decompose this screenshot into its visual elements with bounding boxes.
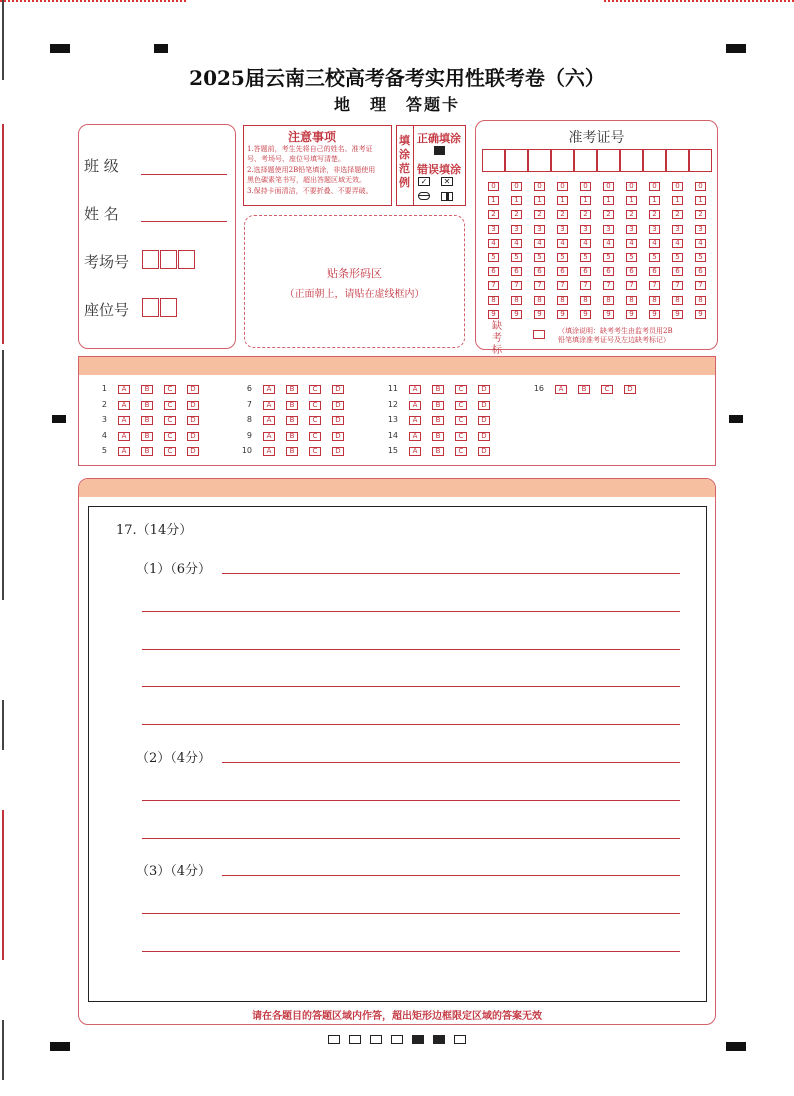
option-bubble[interactable]: B: [432, 385, 444, 394]
admission-digit-bubble[interactable]: 4: [511, 239, 522, 248]
admission-digit-bubble[interactable]: 0: [557, 182, 568, 191]
answer-line[interactable]: [142, 838, 680, 839]
notice-line: 黑色碳素笔书写，超出答题区域无效。: [247, 176, 366, 184]
admission-digit-bubble[interactable]: 3: [557, 225, 568, 234]
option-bubble[interactable]: A: [263, 432, 275, 441]
admission-digit-bubble[interactable]: 7: [603, 281, 614, 290]
question-number: 12: [387, 399, 398, 409]
admission-digit-bubble[interactable]: 6: [534, 267, 545, 276]
option-bubble[interactable]: C: [309, 401, 321, 410]
option-bubble[interactable]: D: [332, 401, 344, 410]
option-bubble[interactable]: A: [118, 416, 130, 425]
admission-digit-bubble[interactable]: 3: [488, 225, 499, 234]
admission-digit-bubble[interactable]: 0: [649, 182, 660, 191]
admission-digit-bubble[interactable]: 5: [695, 253, 706, 262]
option-bubble[interactable]: D: [478, 385, 490, 394]
admission-digit-bubble[interactable]: 0: [488, 182, 499, 191]
option-bubble[interactable]: D: [332, 432, 344, 441]
edge-mark: [2, 350, 4, 600]
admission-digit-bubble[interactable]: 9: [534, 310, 545, 319]
admission-digit-bubble[interactable]: 8: [672, 296, 683, 305]
question-number: 6: [246, 384, 252, 393]
absent-note: 铅笔填涂准考证号及左边缺考标记）: [558, 336, 670, 344]
question-number: 9: [246, 430, 252, 440]
admission-digit-bubble[interactable]: 4: [488, 239, 499, 248]
admission-digit-bubble[interactable]: 9: [580, 310, 591, 319]
admission-digit-bubble[interactable]: 2: [511, 210, 522, 219]
notice-box: [243, 125, 392, 206]
question-number: 10: [241, 446, 252, 455]
option-bubble[interactable]: C: [455, 447, 467, 456]
admission-digit-bubble[interactable]: 4: [649, 239, 660, 248]
option-bubble[interactable]: A: [118, 447, 130, 456]
option-bubble[interactable]: A: [263, 447, 275, 456]
option-bubble[interactable]: A: [118, 385, 130, 394]
admission-digit-cell[interactable]: [528, 149, 551, 172]
admission-digit-bubble[interactable]: 7: [695, 281, 706, 290]
admission-digit-bubble[interactable]: 7: [580, 281, 591, 290]
admission-digit-bubble[interactable]: 6: [672, 267, 683, 276]
option-bubble[interactable]: B: [432, 432, 444, 441]
option-bubble[interactable]: D: [624, 385, 636, 394]
admission-digit-bubble[interactable]: 9: [557, 310, 568, 319]
barcode-label: 贴条形码区: [327, 267, 382, 280]
option-bubble[interactable]: B: [286, 432, 298, 441]
question-number: 14: [387, 430, 398, 440]
admission-digit-cell[interactable]: [643, 149, 666, 172]
admission-digit-bubble[interactable]: 1: [580, 196, 591, 205]
name-label: 姓 名: [84, 205, 119, 223]
choice-header-band: [79, 357, 715, 375]
room-digit-box[interactable]: [142, 250, 159, 269]
timing-mark: [50, 1042, 70, 1051]
admission-digit-bubble[interactable]: 8: [488, 296, 499, 305]
wrong-fill-circle-icon: [418, 192, 430, 200]
admission-digit-bubble[interactable]: 1: [672, 196, 683, 205]
seat-digit-box[interactable]: [160, 298, 177, 317]
admission-digit-bubble[interactable]: 3: [534, 225, 545, 234]
notice-line: 3.保持卡面清洁，不要折叠、不要弄破。: [247, 187, 373, 195]
admission-digit-bubble[interactable]: 1: [488, 196, 499, 205]
admission-digit-bubble[interactable]: 9: [511, 310, 522, 319]
footer-warning: 请在各题目的答题区域内作答，超出矩形边框限定区域的答案无效: [252, 1011, 542, 1022]
admission-digit-bubble[interactable]: 0: [672, 182, 683, 191]
option-bubble[interactable]: C: [164, 401, 176, 410]
page-indicator-filled: [433, 1035, 445, 1044]
admission-digit-cell[interactable]: [597, 149, 620, 172]
option-bubble[interactable]: D: [332, 416, 344, 425]
option-bubble[interactable]: B: [286, 447, 298, 456]
option-bubble[interactable]: B: [141, 416, 153, 425]
option-bubble[interactable]: D: [478, 447, 490, 456]
option-bubble[interactable]: B: [432, 447, 444, 456]
admission-digit-bubble[interactable]: 3: [626, 225, 637, 234]
admission-digit-bubble[interactable]: 6: [603, 267, 614, 276]
admission-digit-cell[interactable]: [666, 149, 689, 172]
notice-title: 注意事项: [288, 130, 337, 144]
admission-digit-cell[interactable]: [482, 149, 505, 172]
absent-note: （填涂说明：缺考考生由监考员用2B: [558, 327, 673, 335]
admission-digit-bubble[interactable]: 8: [626, 296, 637, 305]
absent-label: 缺考标: [492, 321, 502, 356]
admission-digit-bubble[interactable]: 2: [580, 210, 591, 219]
admission-digit-bubble[interactable]: 1: [649, 196, 660, 205]
option-bubble[interactable]: A: [409, 432, 421, 441]
option-bubble[interactable]: B: [578, 385, 590, 394]
admission-digit-bubble[interactable]: 8: [511, 296, 522, 305]
edge-mark: [2, 1020, 4, 1080]
option-bubble[interactable]: C: [309, 447, 321, 456]
option-bubble[interactable]: D: [187, 416, 199, 425]
admission-digit-bubble[interactable]: 8: [649, 296, 660, 305]
option-bubble[interactable]: A: [409, 447, 421, 456]
choice-section: [78, 356, 716, 466]
top-dotted-line-right: [604, 0, 794, 2]
question-number: 15: [387, 446, 398, 455]
option-bubble[interactable]: D: [187, 447, 199, 456]
class-field[interactable]: [141, 174, 227, 175]
absent-bubble[interactable]: [533, 330, 545, 339]
option-bubble[interactable]: C: [309, 432, 321, 441]
option-bubble[interactable]: C: [455, 416, 467, 425]
name-field[interactable]: [141, 221, 227, 222]
admission-digit-cell[interactable]: [551, 149, 574, 172]
edge-mark: [2, 700, 4, 750]
admission-digit-bubble[interactable]: 2: [672, 210, 683, 219]
admission-digit-bubble[interactable]: 1: [511, 196, 522, 205]
question-17-label: 17.（14分）: [116, 523, 193, 538]
admission-digit-bubble[interactable]: 6: [695, 267, 706, 276]
notice-line: 号、考场号、座位号填写清楚。: [247, 155, 345, 163]
fill-example-box: [396, 125, 466, 206]
option-bubble[interactable]: D: [478, 432, 490, 441]
wrong-fill-cross-icon: ✕: [441, 177, 453, 186]
answer-line[interactable]: [142, 951, 680, 952]
admission-digit-bubble[interactable]: 5: [626, 253, 637, 262]
room-digit-box[interactable]: [160, 250, 177, 269]
admission-digit-bubble[interactable]: 8: [557, 296, 568, 305]
admission-digit-bubble[interactable]: 4: [557, 239, 568, 248]
question-number: 8: [246, 415, 252, 424]
admission-digit-bubble[interactable]: 3: [580, 225, 591, 234]
admission-digit-bubble[interactable]: 1: [603, 196, 614, 205]
option-bubble[interactable]: C: [455, 401, 467, 410]
timing-mark: [52, 415, 66, 423]
part-1-label: （1）（6分）: [136, 562, 212, 577]
answer-line[interactable]: [142, 686, 680, 687]
room-label: 考场号: [84, 253, 130, 271]
option-bubble[interactable]: A: [118, 401, 130, 410]
admission-digit-bubble[interactable]: 7: [626, 281, 637, 290]
top-dotted-line-left: [0, 0, 186, 2]
admission-digit-bubble[interactable]: 7: [672, 281, 683, 290]
answer-line[interactable]: [142, 724, 680, 725]
option-bubble[interactable]: D: [332, 447, 344, 456]
admission-digit-bubble[interactable]: 1: [534, 196, 545, 205]
admission-box: [475, 120, 718, 356]
page-subtitle: 地 理 答题卡: [333, 95, 460, 114]
admission-digit-bubble[interactable]: 9: [695, 310, 706, 319]
answer-line[interactable]: [142, 611, 680, 612]
question-number: 3: [101, 415, 107, 424]
page-indicator-empty: [454, 1035, 466, 1044]
page-indicator-filled: [412, 1035, 424, 1044]
correct-fill-label: 正确填涂: [417, 132, 461, 145]
option-bubble[interactable]: A: [263, 385, 275, 394]
admission-digit-bubble[interactable]: 9: [603, 310, 614, 319]
option-bubble[interactable]: C: [601, 385, 613, 394]
correct-fill-sample: [434, 146, 445, 155]
admission-digit-bubble[interactable]: 4: [603, 239, 614, 248]
barcode-area[interactable]: [244, 215, 465, 348]
option-bubble[interactable]: C: [164, 385, 176, 394]
wrong-fill-dash-icon: [418, 195, 430, 196]
admission-digit-bubble[interactable]: 5: [511, 253, 522, 262]
question-number: 16: [533, 384, 544, 393]
admission-title: 准考证号: [568, 130, 625, 146]
admission-digit-cell[interactable]: [620, 149, 643, 172]
admission-digit-bubble[interactable]: 5: [488, 253, 499, 262]
part-3-label: （3）（4分）: [136, 864, 212, 879]
timing-mark: [50, 44, 70, 53]
page-indicator-empty: [349, 1035, 361, 1044]
option-bubble[interactable]: B: [432, 416, 444, 425]
admission-digit-bubble[interactable]: 5: [557, 253, 568, 262]
option-bubble[interactable]: B: [432, 401, 444, 410]
question-number: 1: [101, 384, 107, 393]
option-bubble[interactable]: B: [286, 385, 298, 394]
admission-digit-bubble[interactable]: 6: [649, 267, 660, 276]
answer-line[interactable]: [142, 649, 680, 650]
answer-line[interactable]: [222, 573, 680, 574]
option-bubble[interactable]: C: [309, 385, 321, 394]
question-number: 5: [101, 446, 107, 455]
admission-digit-bubble[interactable]: 5: [534, 253, 545, 262]
page-title: 2025届云南三校高考备考实用性联考卷（六）: [189, 66, 605, 90]
question-number: 13: [387, 415, 398, 424]
wrong-fill-check-icon: ✓: [418, 177, 430, 186]
admission-digit-bubble[interactable]: 7: [511, 281, 522, 290]
answer-line[interactable]: [222, 762, 680, 763]
option-bubble[interactable]: D: [478, 401, 490, 410]
question-number: 2: [101, 399, 107, 409]
timing-mark: [726, 1042, 746, 1051]
admission-digit-bubble[interactable]: 8: [603, 296, 614, 305]
option-bubble[interactable]: A: [409, 385, 421, 394]
divider: [413, 126, 414, 205]
option-bubble[interactable]: C: [455, 385, 467, 394]
option-bubble[interactable]: D: [332, 385, 344, 394]
question-number: 7: [246, 399, 252, 409]
admission-digit-cell[interactable]: [574, 149, 597, 172]
option-bubble[interactable]: C: [164, 416, 176, 425]
admission-digit-bubble[interactable]: 7: [557, 281, 568, 290]
admission-digit-bubble[interactable]: 5: [580, 253, 591, 262]
option-bubble[interactable]: A: [409, 416, 421, 425]
admission-digit-bubble[interactable]: 0: [695, 182, 706, 191]
admission-digit-bubble[interactable]: 0: [511, 182, 522, 191]
admission-digit-cell[interactable]: [689, 149, 712, 172]
option-bubble[interactable]: B: [286, 401, 298, 410]
class-label: 班 级: [84, 157, 119, 175]
option-bubble[interactable]: B: [141, 385, 153, 394]
admission-digit-bubble[interactable]: 9: [626, 310, 637, 319]
fill-example-side-label: 填涂范例: [399, 134, 410, 189]
admission-digit-bubble[interactable]: 5: [649, 253, 660, 262]
admission-digit-bubble[interactable]: 2: [534, 210, 545, 219]
option-bubble[interactable]: B: [141, 447, 153, 456]
admission-digit-bubble[interactable]: 3: [695, 225, 706, 234]
timing-mark: [154, 44, 168, 53]
seat-label: 座位号: [84, 301, 130, 319]
admission-digit-bubble[interactable]: 0: [626, 182, 637, 191]
timing-mark: [729, 415, 743, 423]
admission-digit-bubble[interactable]: 0: [603, 182, 614, 191]
essay-section: [78, 478, 716, 1025]
wrong-fill-bar-icon: [446, 192, 449, 201]
admission-digit-bubble[interactable]: 4: [580, 239, 591, 248]
admission-digit-bubble[interactable]: 0: [580, 182, 591, 191]
admission-digit-bubble[interactable]: 9: [672, 310, 683, 319]
answer-line[interactable]: [222, 875, 680, 876]
notice-line: 2.选择题使用2B铅笔填涂，非选择题使用: [247, 166, 376, 174]
edge-mark: [2, 810, 4, 960]
admission-digit-bubble[interactable]: 6: [488, 267, 499, 276]
admission-digit-bubble[interactable]: 3: [511, 225, 522, 234]
admission-digit-cell[interactable]: [505, 149, 528, 172]
answer-frame[interactable]: [88, 506, 707, 1002]
seat-digit-box[interactable]: [142, 298, 159, 317]
page-indicator-empty: [370, 1035, 382, 1044]
admission-digit-bubble[interactable]: 4: [695, 239, 706, 248]
page-indicator-empty: [391, 1035, 403, 1044]
admission-digit-bubble[interactable]: 8: [695, 296, 706, 305]
admission-digit-bubble[interactable]: 8: [580, 296, 591, 305]
admission-digit-bubble[interactable]: 3: [672, 225, 683, 234]
option-bubble[interactable]: D: [187, 432, 199, 441]
option-bubble[interactable]: A: [118, 432, 130, 441]
admission-digit-bubble[interactable]: 6: [626, 267, 637, 276]
option-bubble[interactable]: D: [187, 385, 199, 394]
timing-mark: [726, 44, 746, 53]
admission-digit-bubble[interactable]: 2: [626, 210, 637, 219]
option-bubble[interactable]: C: [164, 447, 176, 456]
wrong-fill-label: 错误填涂: [417, 163, 461, 176]
question-number: 4: [101, 430, 107, 440]
admission-digit-bubble[interactable]: 5: [672, 253, 683, 262]
room-digit-box[interactable]: [178, 250, 195, 269]
option-bubble[interactable]: A: [263, 416, 275, 425]
notice-line: 1.答题前，考生先将自己的姓名、准考证: [247, 145, 373, 153]
barcode-hint: （正面朝上，请贴在虚线框内）: [284, 289, 425, 300]
option-bubble[interactable]: A: [263, 401, 275, 410]
option-bubble[interactable]: B: [286, 416, 298, 425]
admission-digit-bubble[interactable]: 1: [626, 196, 637, 205]
option-bubble[interactable]: C: [309, 416, 321, 425]
admission-digit-bubble[interactable]: 2: [649, 210, 660, 219]
admission-digit-bubble[interactable]: 5: [603, 253, 614, 262]
admission-digit-bubble[interactable]: 2: [488, 210, 499, 219]
answer-line[interactable]: [142, 913, 680, 914]
option-bubble[interactable]: C: [455, 432, 467, 441]
admission-digit-bubble[interactable]: 6: [580, 267, 591, 276]
admission-digit-bubble[interactable]: 7: [649, 281, 660, 290]
answer-line[interactable]: [142, 800, 680, 801]
admission-digit-bubble[interactable]: 3: [649, 225, 660, 234]
admission-digit-bubble[interactable]: 9: [488, 310, 499, 319]
admission-digit-bubble[interactable]: 4: [534, 239, 545, 248]
option-bubble[interactable]: A: [409, 401, 421, 410]
option-bubble[interactable]: B: [141, 401, 153, 410]
admission-digit-bubble[interactable]: 4: [672, 239, 683, 248]
page-indicator-empty: [328, 1035, 340, 1044]
edge-mark: [2, 124, 4, 344]
option-bubble[interactable]: D: [478, 416, 490, 425]
student-info-box: [78, 124, 236, 349]
admission-digit-bubble[interactable]: 2: [557, 210, 568, 219]
part-2-label: （2）（4分）: [136, 751, 212, 766]
admission-digit-bubble[interactable]: 4: [626, 239, 637, 248]
admission-digit-bubble[interactable]: 2: [695, 210, 706, 219]
admission-digit-bubble[interactable]: 1: [695, 196, 706, 205]
admission-digit-bubble[interactable]: 6: [557, 267, 568, 276]
admission-digit-bubble[interactable]: 7: [488, 281, 499, 290]
question-number: 11: [387, 384, 398, 393]
admission-digit-bubble[interactable]: 9: [649, 310, 660, 319]
admission-digit-bubble[interactable]: 1: [557, 196, 568, 205]
option-bubble[interactable]: D: [187, 401, 199, 410]
admission-digit-bubble[interactable]: 0: [534, 182, 545, 191]
admission-digit-bubble[interactable]: 7: [534, 281, 545, 290]
option-bubble[interactable]: B: [141, 432, 153, 441]
admission-digit-bubble[interactable]: 8: [534, 296, 545, 305]
admission-digit-bubble[interactable]: 6: [511, 267, 522, 276]
essay-header-band: [79, 479, 715, 497]
option-bubble[interactable]: C: [164, 432, 176, 441]
option-bubble[interactable]: A: [555, 385, 567, 394]
admission-digit-bubble[interactable]: 2: [603, 210, 614, 219]
admission-digit-bubble[interactable]: 3: [603, 225, 614, 234]
